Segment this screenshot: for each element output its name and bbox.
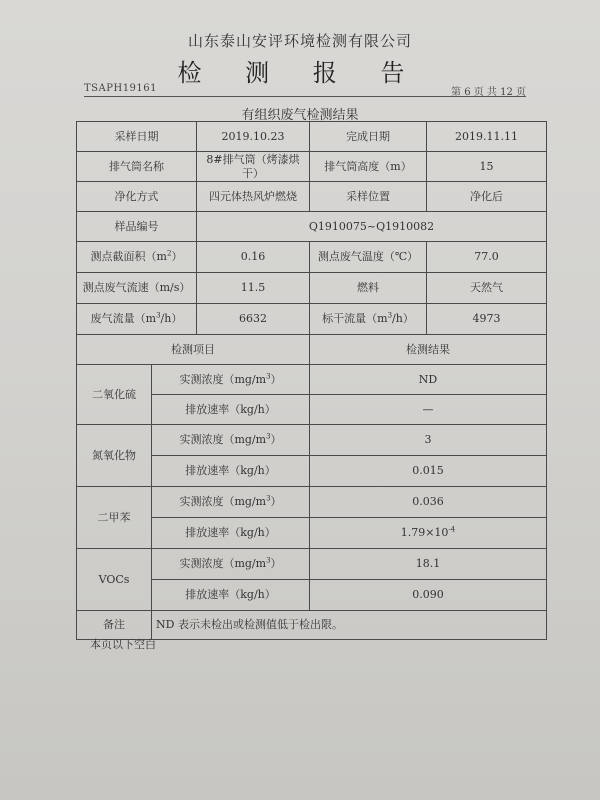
table-row (77, 335, 547, 365)
std-flow-value: 4973 (427, 304, 547, 335)
concentration-value: 3 (310, 425, 547, 456)
pollutant-name: 二氧化硫 (77, 365, 152, 425)
concentration-label: 实测浓度$(mg/m^3)$ (152, 549, 310, 580)
fuel-value: 天然气 (427, 273, 547, 304)
completion-date-label: 完成日期 (310, 122, 427, 152)
pollutant-name: VOCs (77, 549, 152, 611)
emission-rate-value: 0.090 (310, 580, 547, 611)
table-row (77, 425, 547, 456)
sample-number-label: 样品编号 (77, 212, 197, 242)
emission-rate-value: — (310, 395, 547, 425)
emission-rate-value: $1.79\times 10^{-4}$ (310, 518, 547, 549)
emission-rate-label: 排放速率（kg/h） (152, 456, 310, 487)
gas-velocity-label: 测点废气流速（m/s） (77, 273, 197, 304)
results-table (76, 121, 547, 640)
table-row (77, 242, 547, 273)
emission-rate-label: 排放速率（kg/h） (152, 395, 310, 425)
pollutant-name: 氮氧化物 (77, 425, 152, 487)
table-row (77, 212, 547, 242)
header-divider (84, 96, 526, 97)
sampling-date-value: 2019.10.23 (197, 122, 310, 152)
gas-flow-label: 废气流量$(m^3/h)$ (77, 304, 197, 335)
stack-height-value: 15 (427, 152, 547, 182)
report-number: TSAPH19161 (84, 83, 158, 94)
blank-below-note: 本页以下空白 (90, 638, 156, 651)
item-header: 检测项目 (77, 335, 310, 365)
table-row (77, 273, 547, 304)
sampling-position-value: 净化后 (427, 182, 547, 212)
result-header: 检测结果 (310, 335, 547, 365)
emission-rate-value: 0.015 (310, 456, 547, 487)
purification-value: 四元体热风炉燃烧 (197, 182, 310, 212)
gas-velocity-value: 11.5 (197, 273, 310, 304)
report-header-row (84, 80, 526, 96)
stack-name-value: 8#排气筒（烤漆烘干） (197, 152, 310, 182)
fuel-label: 燃料 (310, 273, 427, 304)
concentration-label: 实测浓度$(mg/m^3)$ (152, 487, 310, 518)
table-row (77, 304, 547, 335)
section-area-value: 0.16 (197, 242, 310, 273)
sample-number-value: Q1910075~Q1910082 (197, 212, 547, 242)
sampling-position-label: 采样位置 (310, 182, 427, 212)
table-title: 有组织废气检测结果 (241, 108, 359, 123)
table-row (77, 549, 547, 580)
section-area-label: 测点截面积$(m^2)$ (77, 242, 197, 273)
purification-label: 净化方式 (77, 182, 197, 212)
remarks-label: 备注 (77, 611, 152, 640)
concentration-label: 实测浓度$(mg/m^3)$ (152, 425, 310, 456)
table-row (77, 152, 547, 182)
emission-rate-label: 排放速率（kg/h） (152, 518, 310, 549)
table-row (77, 365, 547, 395)
table-row (77, 122, 547, 152)
concentration-value: 0.036 (310, 487, 547, 518)
remarks-value: ND 表示未检出或检测值低于检出限。 (152, 611, 547, 640)
gas-temperature-label: 测点废气温度（℃） (310, 242, 427, 273)
std-flow-label: 标干流量$(m^3/h)$ (310, 304, 427, 335)
completion-date-value: 2019.11.11 (427, 122, 547, 152)
page-number: 第 6 页 共 12 页 (451, 87, 526, 98)
concentration-value: 18.1 (310, 549, 547, 580)
concentration-value: ND (310, 365, 547, 395)
gas-flow-value: 6632 (197, 304, 310, 335)
stack-name-label: 排气筒名称 (77, 152, 197, 182)
table-row (77, 182, 547, 212)
table-row (77, 487, 547, 518)
gas-temperature-value: 77.0 (427, 242, 547, 273)
document-title: 检 测 报 告 (177, 59, 423, 87)
sampling-date-label: 采样日期 (77, 122, 197, 152)
pollutant-name: 二甲苯 (77, 487, 152, 549)
stack-height-label: 排气筒高度（m） (310, 152, 427, 182)
emission-rate-label: 排放速率（kg/h） (152, 580, 310, 611)
concentration-label: 实测浓度$(mg/m^3)$ (152, 365, 310, 395)
company-name: 山东泰山安评环境检测有限公司 (187, 32, 412, 50)
